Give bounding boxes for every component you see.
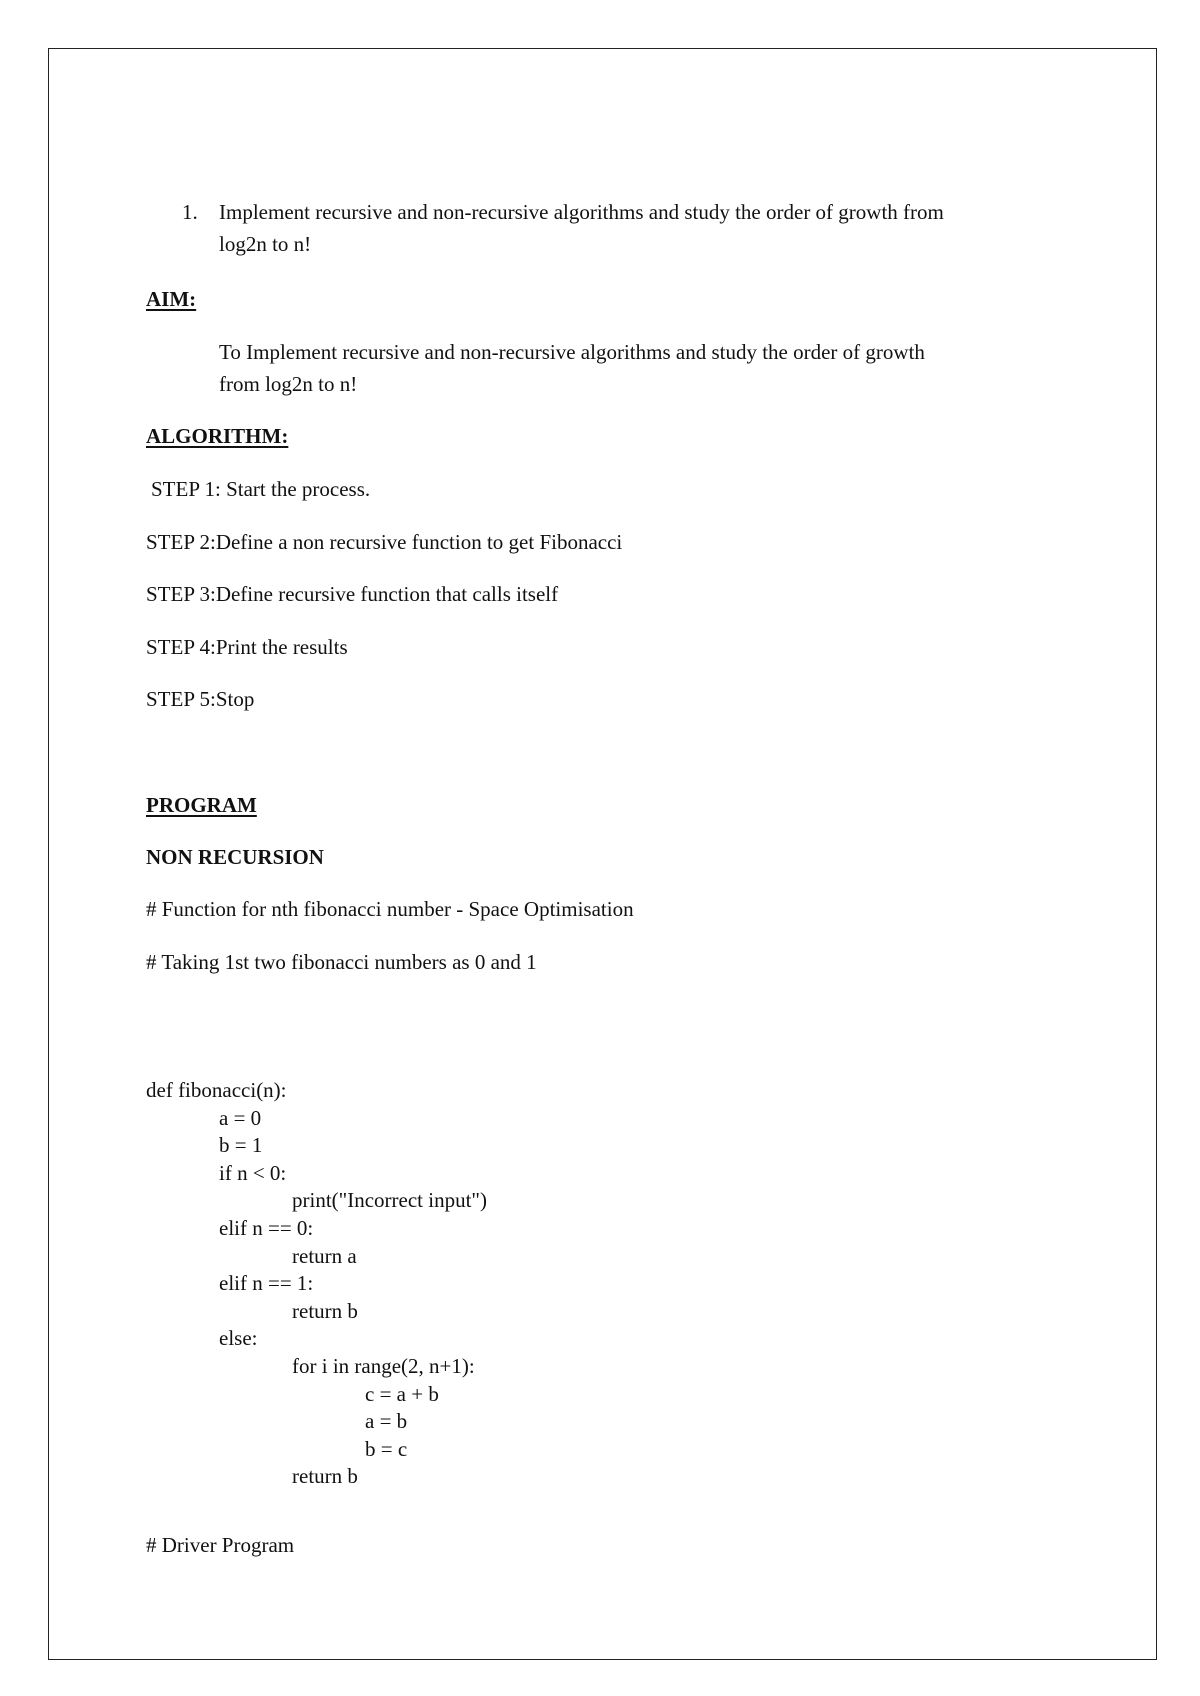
code-line: else: [219, 1326, 258, 1351]
code-line: a = b [365, 1409, 408, 1434]
code-line: b = c [365, 1436, 408, 1461]
task-number: 1. [182, 200, 198, 224]
code-line: return a [292, 1243, 357, 1268]
code-line: elif n == 1: [219, 1271, 314, 1296]
aim-line-1: To Implement recursive and non-recursive algorithms and study the order of growth [219, 340, 925, 364]
task-line-1: Implement recursive and non-recursive algorithms and study the order of growth from [219, 200, 944, 224]
algorithm-step-3: STEP 3:Define recursive function that calls itself [146, 582, 559, 606]
program-comment-2: # Taking 1st two fibonacci numbers as 0 and 1 [146, 950, 537, 974]
code-line: elif n == 0: [219, 1215, 314, 1240]
code-line: c = a + b [365, 1381, 439, 1406]
code-block [146, 1077, 487, 1491]
code-line: for i in range(2, n+1): [292, 1353, 475, 1378]
algorithm-step-1: STEP 1: Start the process. [151, 477, 371, 501]
code-line: a = 0 [219, 1105, 262, 1130]
task-line-2: log2n to n! [219, 232, 312, 256]
algorithm-step-5: STEP 5:Stop [146, 687, 255, 711]
driver-comment: # Driver Program [146, 1533, 295, 1557]
aim-heading: AIM: [146, 287, 197, 311]
algorithm-step-4: STEP 4:Print the results [146, 635, 348, 659]
code-line: return b [292, 1464, 358, 1489]
program-heading: PROGRAM [146, 793, 257, 817]
algorithm-step-2: STEP 2:Define a non recursive function to get Fibonacci [146, 530, 623, 554]
code-line: return b [292, 1298, 358, 1323]
code-line: def fibonacci(n): [146, 1078, 287, 1102]
code-line: print("Incorrect input") [292, 1188, 487, 1213]
algorithm-heading: ALGORITHM: [146, 424, 289, 448]
code-line: if n < 0: [219, 1160, 287, 1185]
program-comment-1: # Function for nth fibonacci number - Space Optimisation [146, 897, 634, 921]
aim-line-2: from log2n to n! [219, 372, 358, 396]
code-line: b = 1 [219, 1133, 263, 1158]
program-subheading: NON RECURSION [146, 845, 324, 869]
